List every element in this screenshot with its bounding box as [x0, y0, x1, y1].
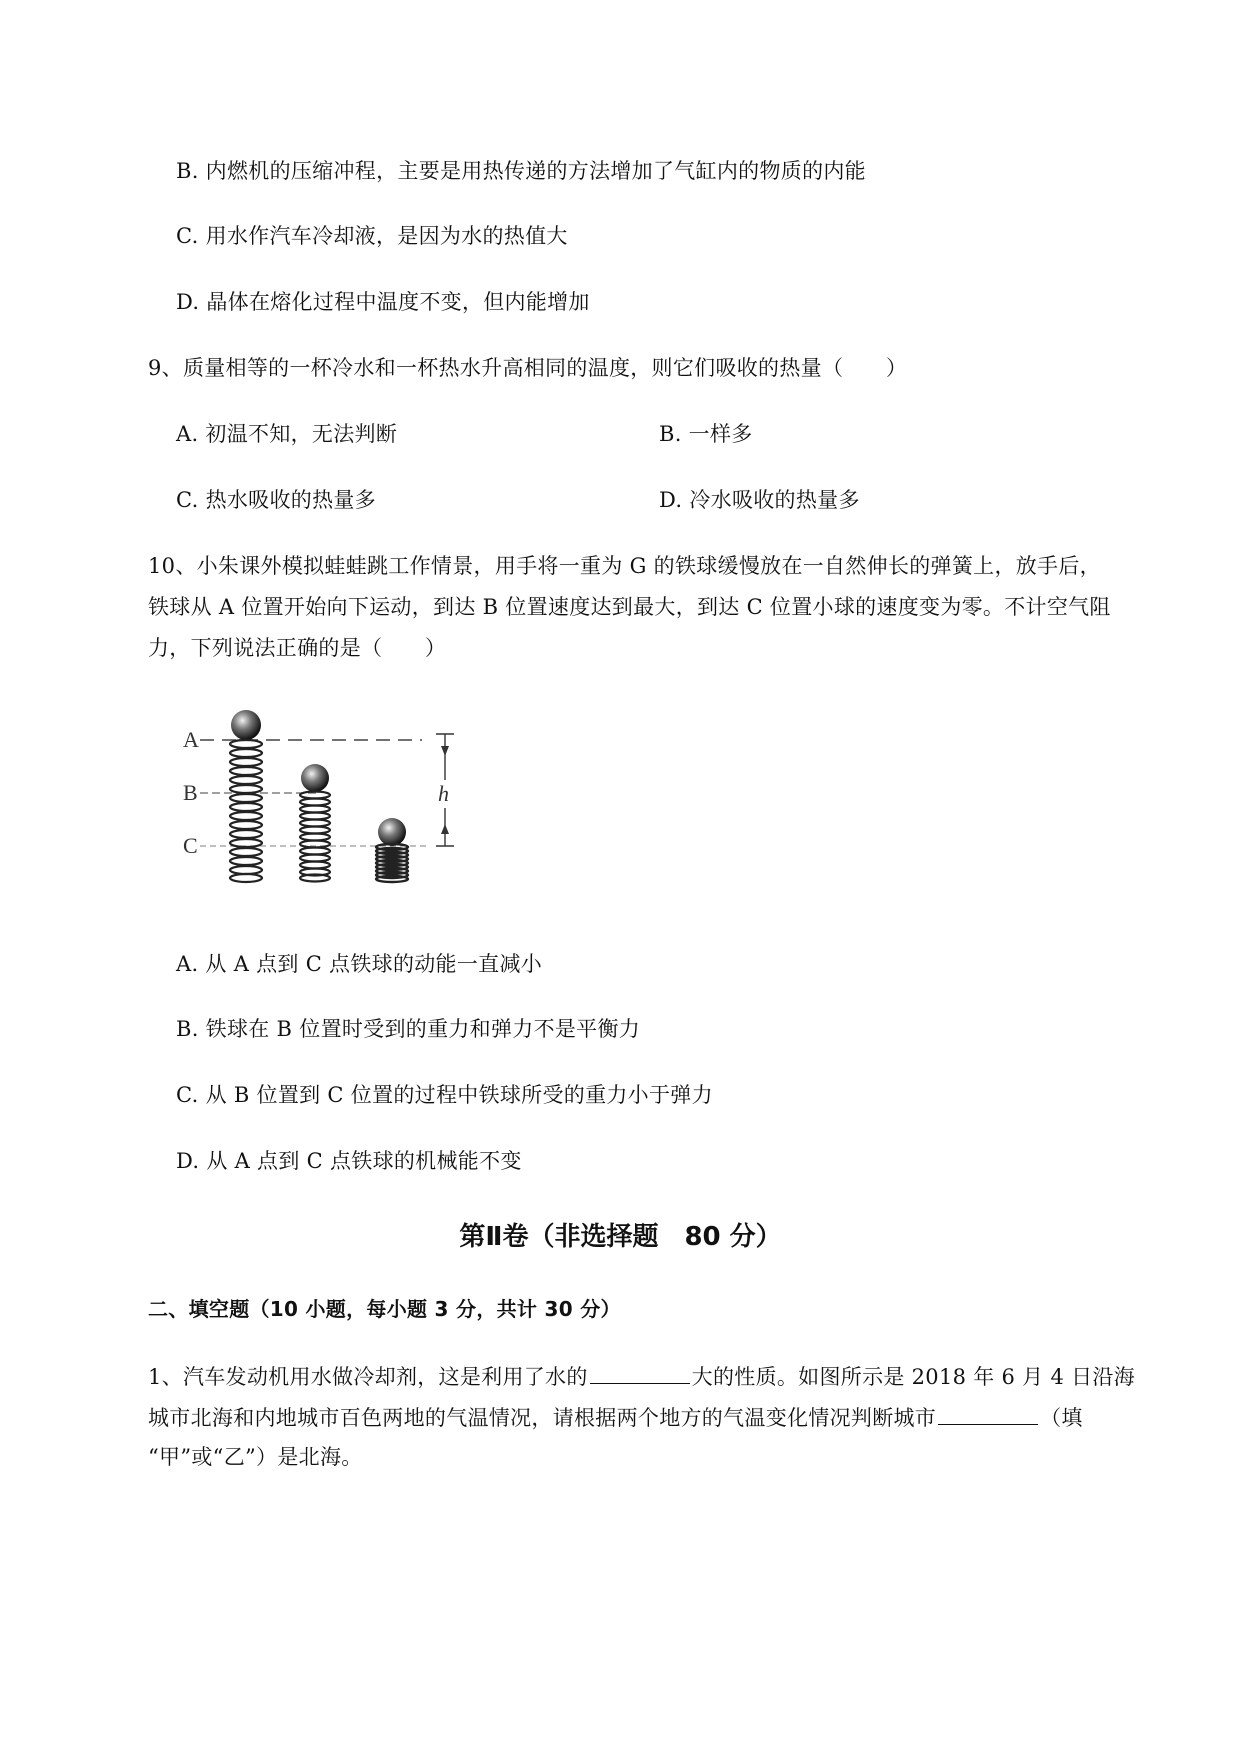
q8-option-b: B. 内燃机的压缩冲程，主要是用热传递的方法增加了气缸内的物质的内能: [176, 159, 866, 183]
ball-a: [231, 710, 261, 740]
q10-option-a: A. 从 A 点到 C 点铁球的动能一直减小: [176, 952, 543, 976]
ball-c: [378, 818, 406, 846]
fill-q1-blank-1[interactable]: [590, 1361, 690, 1384]
q9-option-d: D. 冷水吸收的热量多: [659, 488, 860, 512]
spring-c: [376, 844, 408, 882]
spring-a: [230, 740, 262, 882]
fill-q1-line2: [148, 1402, 1083, 1432]
fill-q1-line1-after: 大的性质。如图所示是 2018 年 6 月 4 日沿海: [691, 1365, 1135, 1389]
q10-stem-line3: 力，下列说法正确的是（ ）: [148, 636, 447, 660]
q10-option-b: B. 铁球在 B 位置时受到的重力和弹力不是平衡力: [176, 1017, 641, 1041]
fill-q1-line2-after: （填: [1040, 1406, 1083, 1430]
q10-option-c: C. 从 B 位置到 C 位置的过程中铁球所受的重力小于弹力: [176, 1083, 713, 1107]
q10-stem-line2: 铁球从 A 位置开始向下运动，到达 B 位置速度达到最大，到达 C 位置小球的速度变为零。不计空气阻: [148, 595, 1111, 619]
label-b: B: [183, 780, 198, 805]
q9-option-a: A. 初温不知，无法判断: [176, 422, 398, 446]
q8-option-d: D. 晶体在熔化过程中温度不变，但内能增加: [176, 290, 590, 314]
q9-option-c: C. 热水吸收的热量多: [176, 488, 376, 512]
spring-b: [300, 792, 330, 882]
q9-option-b: B. 一样多: [659, 422, 753, 446]
fill-q1-blank-2[interactable]: [938, 1402, 1038, 1425]
q10-option-d: D. 从 A 点到 C 点铁球的机械能不变: [176, 1149, 522, 1173]
spring-ball-figure: [170, 690, 470, 910]
part2-title: 第Ⅱ卷（非选择题 80 分）: [459, 1222, 782, 1252]
q8-option-c: C. 用水作汽车冷却液，是因为水的热值大: [176, 224, 568, 248]
ball-b: [301, 764, 329, 792]
q10-stem-line1: 10、小朱课外模拟蛙蛙跳工作情景，用手将一重为 G 的铁球缓慢放在一自然伸长的弹簧上，放手后，: [148, 554, 1101, 578]
q9-stem: 9、质量相等的一杯冷水和一杯热水升高相同的温度，则它们吸收的热量（ ）: [148, 356, 908, 380]
fill-q1-line3: “甲”或“乙”）是北海。: [148, 1445, 363, 1469]
fill-q1-line1-before: 1、汽车发动机用水做冷却剂，这是利用了水的: [148, 1365, 588, 1389]
fill-q1-line2-before: 城市北海和内地城市百色两地的气温情况，请根据两个地方的气温变化情况判断城市: [148, 1406, 937, 1430]
label-c: C: [183, 833, 198, 858]
label-a: A: [183, 727, 199, 752]
label-h: h: [438, 781, 449, 806]
fill-q1-line1: [148, 1361, 1135, 1391]
fill-section-heading: 二、填空题（10 小题，每小题 3 分，共计 30 分）: [148, 1297, 621, 1321]
